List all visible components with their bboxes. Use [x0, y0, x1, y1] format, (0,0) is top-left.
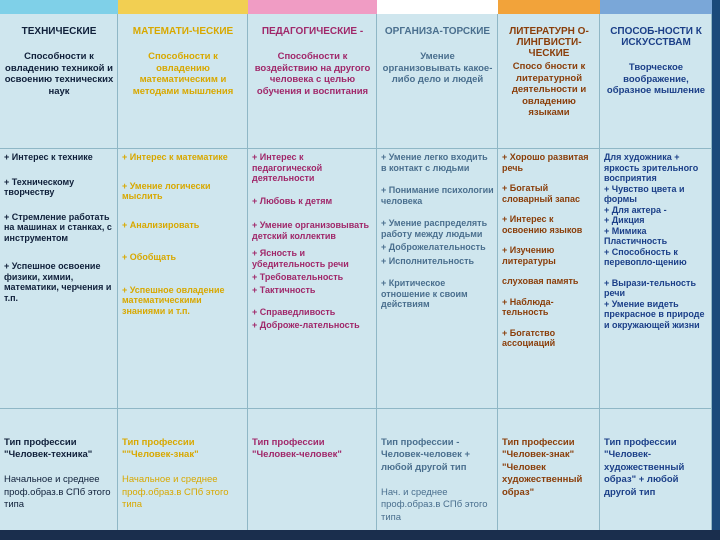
column-title: СПОСОБ-НОСТИ К ИСКУССТВАМ	[610, 26, 702, 48]
profession-type: Тип профессии - Человек-человек + любой другой тип	[381, 436, 471, 473]
list-item: + Доброжелательность	[381, 242, 486, 252]
list-item: + Анализировать	[122, 219, 200, 230]
column-pedagogical	[248, 14, 377, 530]
list-item: + Справедливость	[252, 307, 336, 317]
profession-type: Тип профессии "Человек-знак" "Человек художественный образ"	[502, 436, 583, 498]
list-item: + Любовь к детям	[252, 195, 333, 206]
list-item: + Критическое отношение к своим действиям	[381, 278, 468, 309]
slide-frame-right	[712, 0, 720, 540]
column-description: Умение организовывать какое-либо дело и людей	[382, 51, 493, 85]
list-item: + Техническому творчеству	[4, 176, 75, 197]
list-item: + Умение легко входить в контакт с людьми	[381, 152, 488, 173]
list-item: + Тактичность	[252, 284, 316, 295]
column-title: ОРГАНИЗА-ТОРСКИЕ	[384, 26, 491, 37]
list-item: + Обобщать	[122, 252, 177, 262]
column-mathematical	[118, 14, 248, 530]
header-strip-6	[600, 0, 712, 14]
list-item: + Требовательность	[252, 272, 344, 282]
list-item: + Успешное овладение математическими знаниями и т.п.	[122, 284, 225, 316]
list-item: + Интерес к освоению языков	[502, 214, 583, 235]
column-description: Спосо бности к литературной деятельности и овладению языками	[511, 61, 587, 118]
column-arts	[600, 14, 712, 530]
list-item: + Исполнительность	[381, 255, 475, 266]
list-item: + Хорошо развитая речь	[502, 152, 589, 173]
list-item: + Умение организовывать детский коллектив	[252, 220, 370, 241]
list-item: + Стремление работать на машинах и станках, с инструментом	[4, 211, 112, 243]
list-item: + Интерес к технике	[4, 152, 93, 162]
column-technical	[0, 14, 118, 530]
column-organizational	[377, 14, 498, 530]
column-title: ЛИТЕРАТУРН О-ЛИНГВИСТИ-ЧЕСКИЕ	[509, 26, 589, 59]
list-item: + Богатство ассоциаций	[502, 327, 556, 348]
column-description: Творческое воображение, образное мышление	[606, 62, 706, 96]
abilities-table	[0, 14, 712, 530]
profession-education: Начальное и среднее проф.образ.в СПб этого типа	[122, 474, 229, 510]
profession-education: Нач. и среднее проф.образ.в СПб этого типа	[381, 486, 488, 523]
column-title: ТЕХНИЧЕСКИЕ	[21, 26, 97, 37]
list-item: Для художника + яркость зрительного восприятия + Чувство цвета и формы + Для актера - + Дикция + Мимика Пластичность + Способность к перевопло-щению	[604, 152, 699, 267]
list-item: + Умение распределять работу между людьми	[381, 218, 488, 239]
header-strip-5	[498, 0, 600, 14]
list-item: слуховая память	[502, 276, 579, 286]
profession-education: Начальное и среднее проф.образ.в СПб этого типа	[4, 474, 111, 510]
header-strip-2	[118, 0, 248, 14]
column-description: Способности к овладению техникой и освоению технических наук	[4, 51, 114, 97]
profession-type: Тип профессии "Человек-техника"	[4, 436, 93, 460]
list-item: + Богатый словарный запас	[502, 183, 580, 204]
header-strip-1	[0, 0, 118, 14]
column-description: Способности к воздействию на другого человека с целью обучения и воспитания	[254, 51, 371, 97]
list-item: + Интерес к педагогической деятельности	[252, 152, 323, 183]
list-item: + Интерес к математике	[122, 152, 228, 162]
header-strip-3	[248, 0, 377, 14]
profession-type: Тип профессии "Человек-художественный образ" + любой другой тип	[604, 436, 685, 498]
column-title: ПЕДАГОГИЧЕСКИЕ -	[261, 26, 364, 37]
slide-frame-bottom	[0, 530, 720, 540]
column-literary-linguistic	[498, 14, 600, 530]
list-item: + Успешное освоение физики, химии, математики, черчения и т.п.	[4, 261, 112, 303]
list-item: + Доброже-лательность	[252, 319, 360, 330]
list-item: + Понимание психологии человека	[381, 185, 494, 206]
list-item: + Умение логически мыслить	[122, 180, 211, 201]
list-item: + Наблюда-тельность	[502, 296, 554, 317]
list-item: + Ясность и убедительность речи	[252, 248, 349, 269]
list-item: + Вырази-тельность речи + Умение видеть прекрасное в природе и окружающей жизни	[604, 277, 705, 330]
profession-type: Тип профессии "Человек-человек"	[252, 436, 342, 460]
column-description: Способности к овладению математическим и методами мышления	[132, 51, 234, 97]
profession-type: Тип профессии ""Человек-знак"	[122, 436, 199, 460]
column-title: МАТЕМАТИ-ЧЕСКИЕ	[132, 26, 234, 37]
list-item: + Изучению литературы	[502, 245, 556, 266]
header-strip-4	[377, 0, 498, 14]
